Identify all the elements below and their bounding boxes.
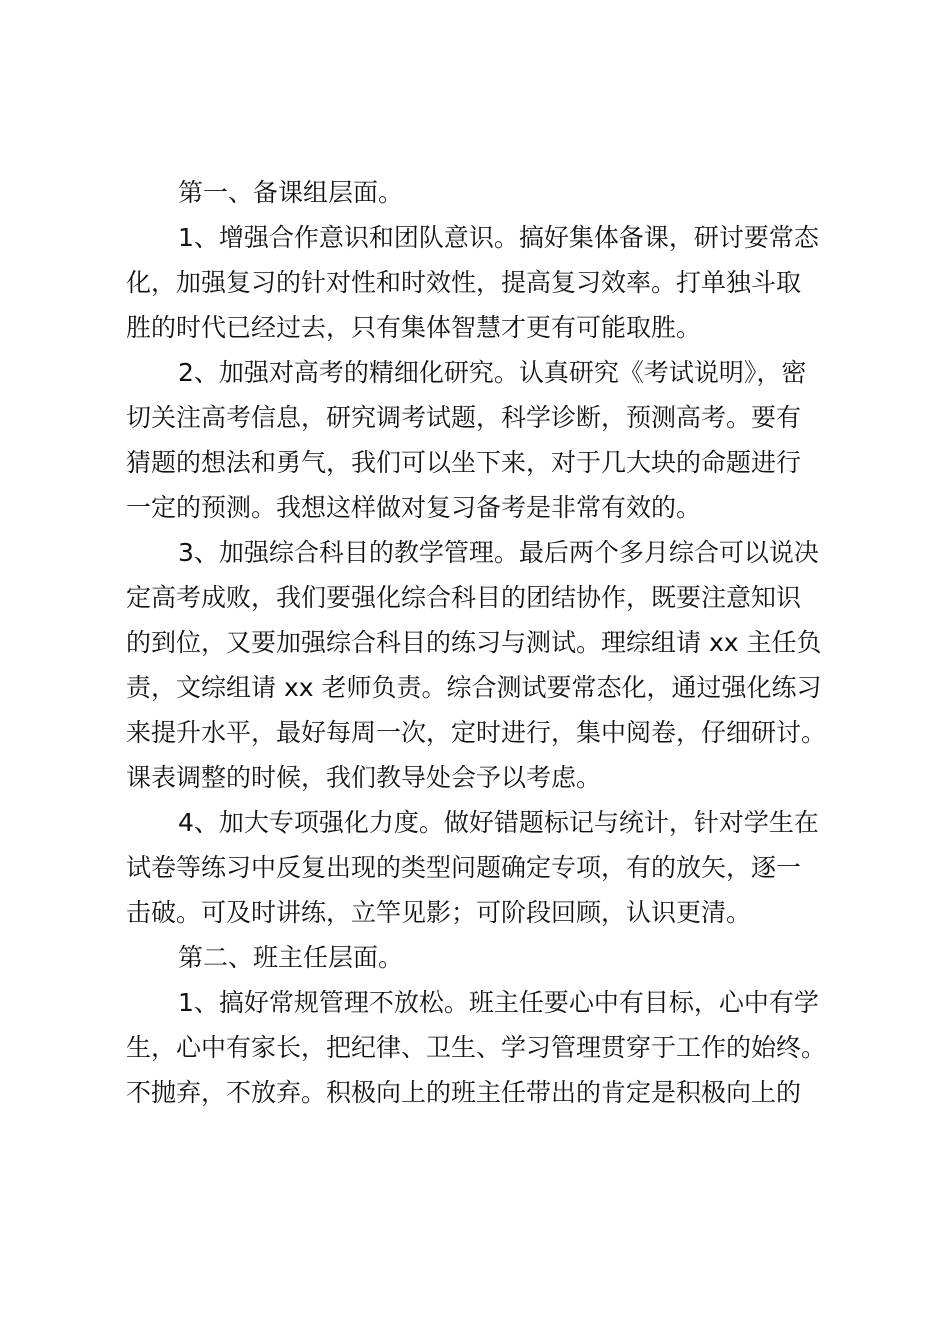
paragraph-line: 生，心中有家长，把纪律、卫生、学习管理贯穿于工作的始终。 [126, 1033, 827, 1062]
paragraph-line: 定高考成败，我们要强化综合科目的团结协作，既要注意知识 [126, 583, 802, 612]
paragraph-line: 不抛弃，不放弃。积极向上的班主任带出的肯定是积极向上的 [126, 1078, 802, 1107]
paragraph-line: 3、加强综合科目的教学管理。最后两个多月综合可以说决 [178, 538, 819, 567]
paragraph-line: 试卷等练习中反复出现的类型问题确定专项，有的放矢，逐一 [126, 853, 802, 882]
paragraph-line: 责，文综组请 xx 老师负责。综合测试要常态化，通过强化练习 [126, 673, 822, 702]
paragraph-line: 的到位，又要加强综合科目的练习与测试。理综组请 xx 主任负 [126, 628, 822, 657]
paragraph-line: 击破。可及时讲练，立竿见影；可阶段回顾，认识更清。 [126, 898, 752, 927]
section-heading-2: 第二、班主任层面。 [178, 943, 404, 972]
paragraph-line: 1、增强合作意识和团队意识。搞好集体备课，研讨要常态 [178, 223, 819, 252]
paragraph-line: 来提升水平，最好每周一次，定时进行，集中阅卷，仔细研讨。 [126, 718, 827, 747]
paragraph-line: 胜的时代已经过去，只有集体智慧才更有可能取胜。 [126, 313, 702, 342]
paragraph-line: 猜题的想法和勇气，我们可以坐下来，对于几大块的命题进行 [126, 448, 802, 477]
paragraph-line: 化，加强复习的针对性和时效性，提高复习效率。打单独斗取 [126, 268, 802, 297]
document-body [126, 170, 838, 1115]
section-heading-1: 第一、备课组层面。 [178, 178, 404, 207]
paragraph-line: 课表调整的时候，我们教导处会予以考虑。 [126, 763, 602, 792]
paragraph-line: 2、加强对高考的精细化研究。认真研究《考试说明》，密 [178, 358, 807, 387]
paragraph-line: 4、加大专项强化力度。做好错题标记与统计，针对学生在 [178, 808, 819, 837]
paragraph-line: 切关注高考信息，研究调考试题，科学诊断，预测高考。要有 [126, 403, 802, 432]
paragraph-line: 一定的预测。我想这样做对复习备考是非常有效的。 [126, 493, 702, 522]
paragraph-line: 1、搞好常规管理不放松。班主任要心中有目标，心中有学 [178, 988, 819, 1017]
